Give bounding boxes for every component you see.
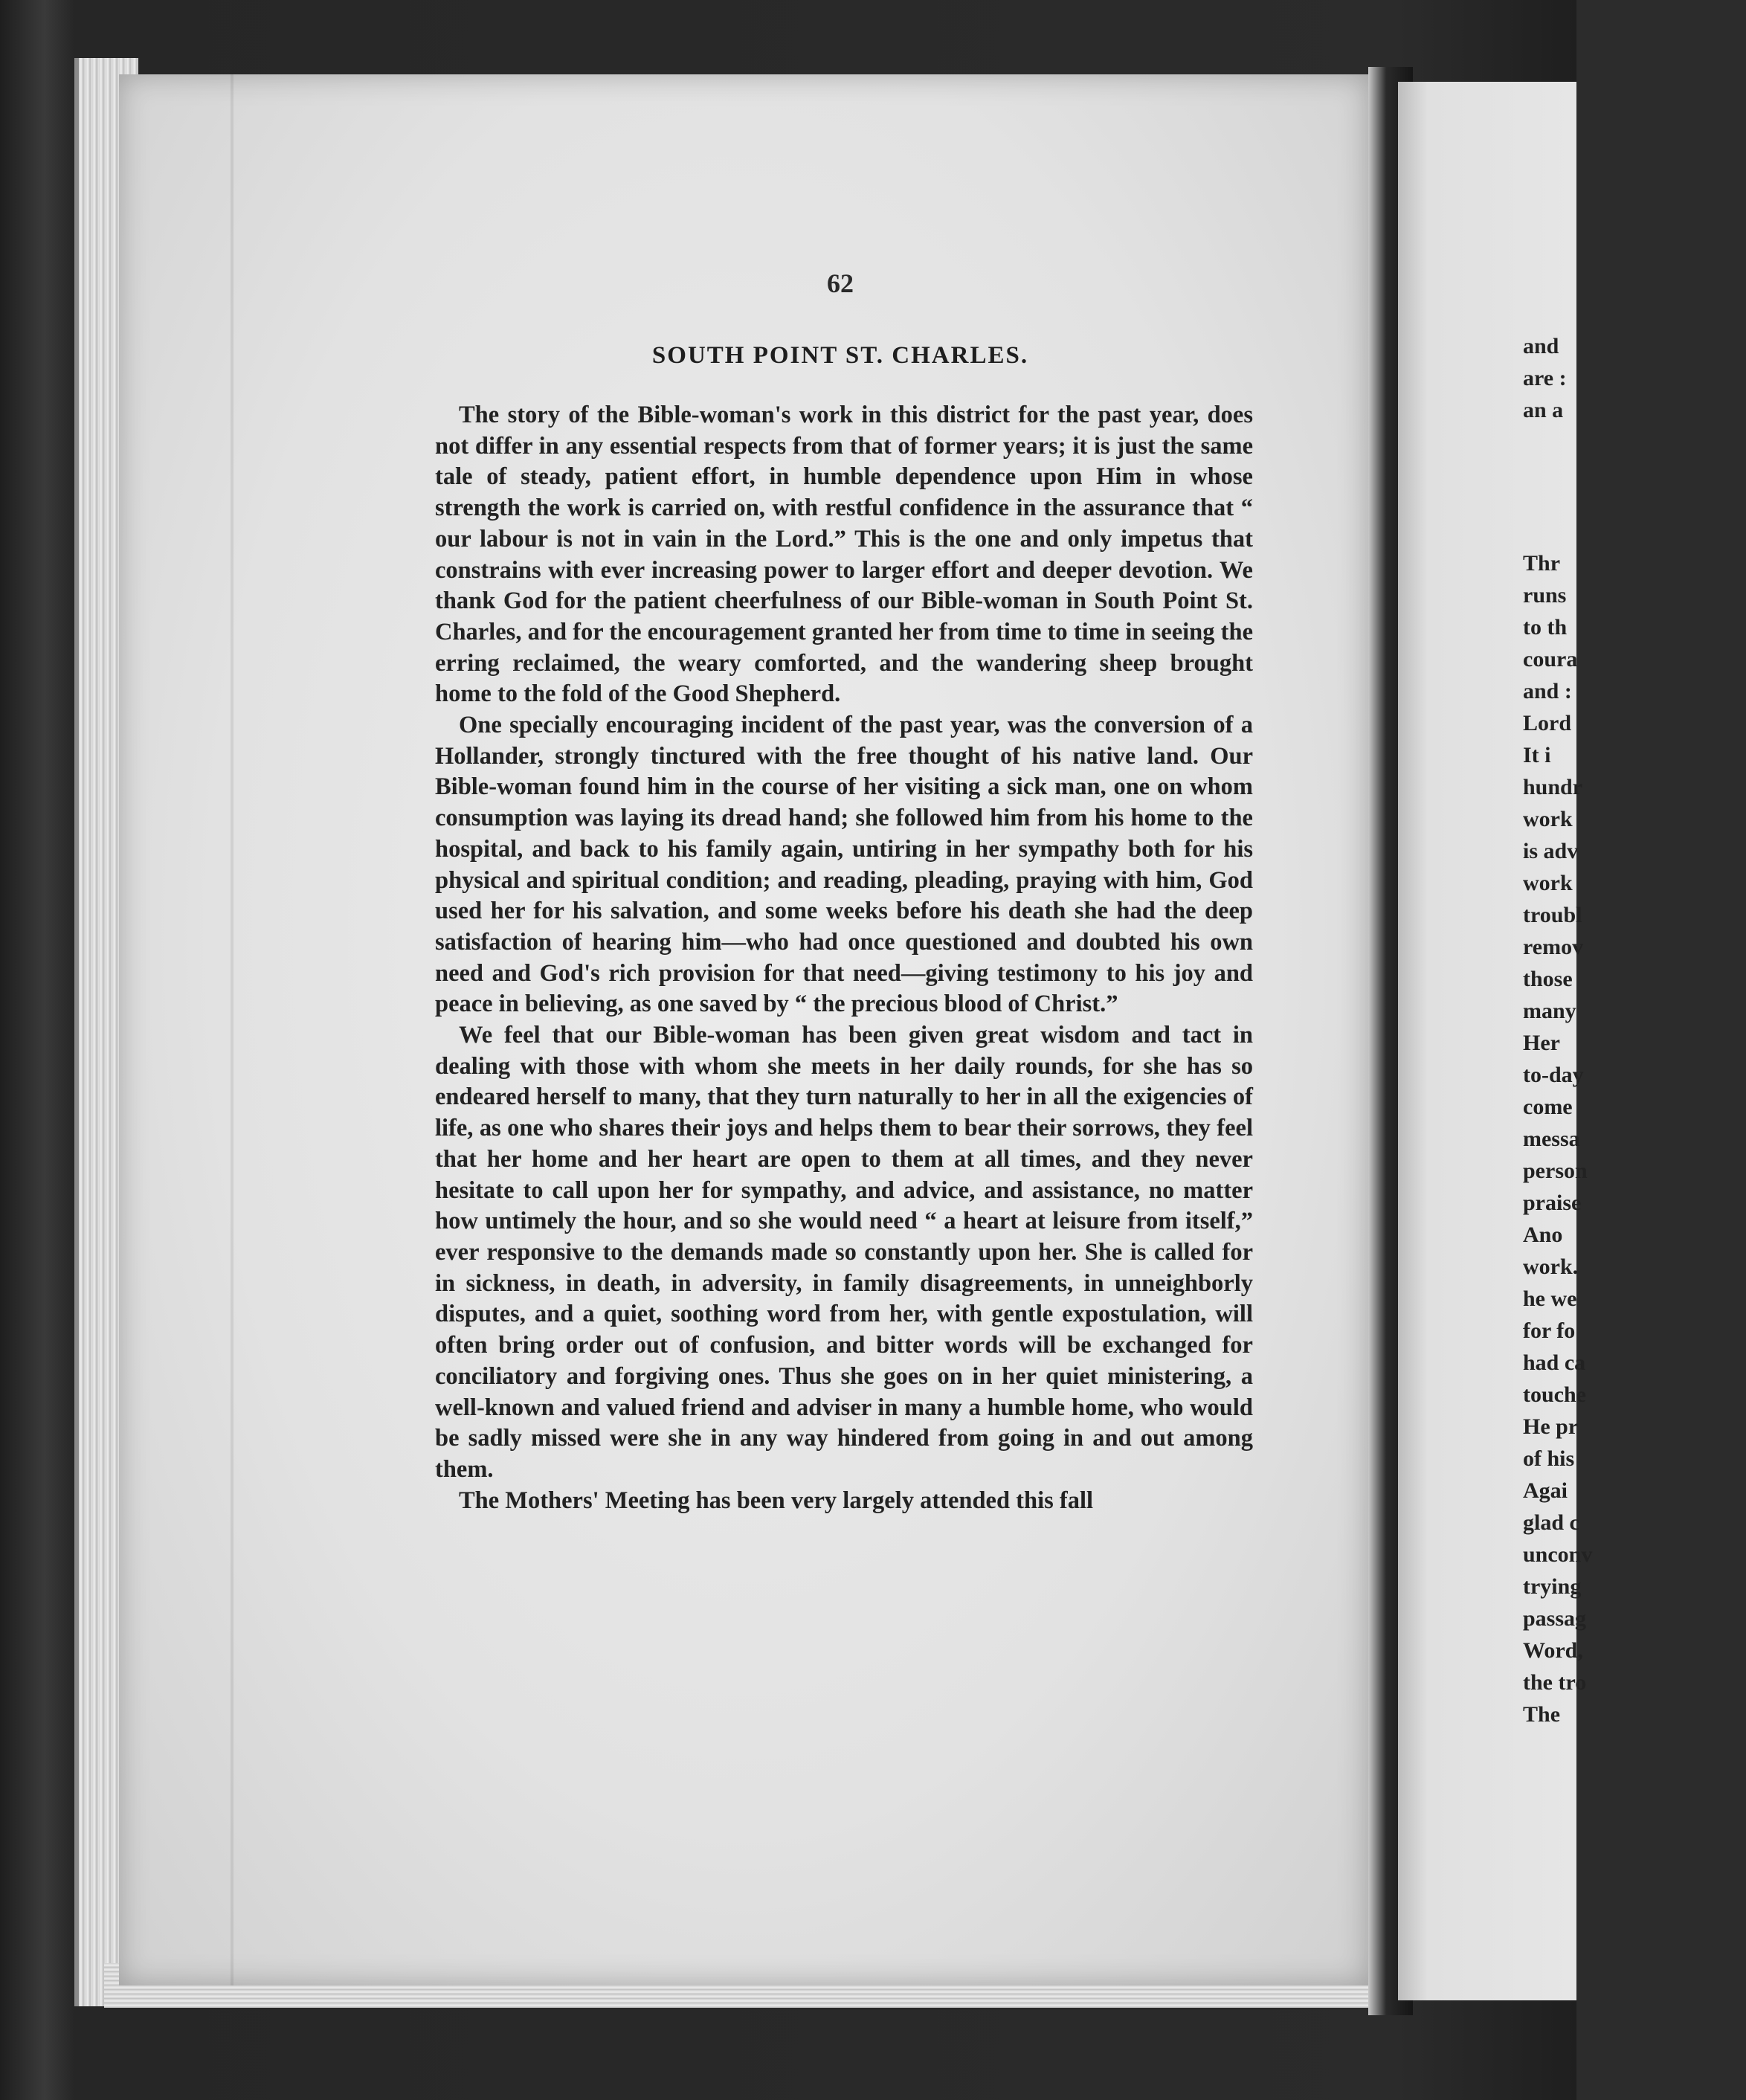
facing-page-fragment: The (1523, 1702, 1561, 1727)
facing-page-fragment: had ca (1523, 1350, 1586, 1375)
facing-page-fragment: He pr (1523, 1414, 1579, 1439)
body-text (435, 400, 1253, 1516)
section-title: SOUTH POINT ST. CHARLES. (651, 342, 1029, 369)
paragraph: One specially encouraging incident of the past year, was the conversion of a Hollander, strongly tinctured with the free thought of his native land. Our Bible-woman found him in the course of her visiting a sick man, one on whom consumption was laying its dread hand; she followed him from his home to the hospital, and back to his family again, untiring in her sympathy both for his physical and spiritual condition; and reading, pleading, praying with him, God used her for his salvation, and some weeks before his death she had the deep satisfaction of hearing him—who had once questioned and doubted his own need and God's rich provision for that need—giving testimony to his joy and peace in believing, as one saved by “ the precious blood of Christ.” (435, 712, 1253, 1018)
facing-page-fragment: Lord (1523, 711, 1572, 735)
facing-page-fragment: and : (1523, 679, 1572, 703)
facing-page-fragment: of his (1523, 1446, 1575, 1471)
page-shadow-line (231, 74, 233, 1985)
facing-page-fragment: for fo (1523, 1318, 1576, 1343)
facing-page-fragment: work (1523, 871, 1573, 895)
paragraph: The story of the Bible-woman's work in this district for the past year, does not differ in any essential respects from that of former years; it is just the same tale of steady, patient effort, in humble dependence upon Him in whose strength the work is carried on, with restful confidence in the assurance that “ our labour is not in vain in the Lord.” This is the one and only impetus that constrains with ever increasing power to larger effort and deeper devotion. We thank God for the patient cheerfulness of our Bible-woman in South Point St. Charles, and for the encouragement granted her from time to time in seeing the erring reclaimed, the weary comforted, and the wandering sheep brought home to the fold of the Good Shepherd. (435, 402, 1253, 708)
facing-page-fragment: unconv (1523, 1542, 1593, 1567)
page-number: 62 (827, 268, 854, 298)
facing-page-fragment: is adv (1523, 839, 1579, 863)
facing-page-fragment: hundr (1523, 775, 1583, 799)
facing-page-fragment: Agai (1523, 1478, 1568, 1503)
facing-page-fragment: are : (1523, 366, 1567, 390)
facing-page-fragment: troubl (1523, 903, 1582, 927)
facing-page-fragment: to th (1523, 615, 1568, 640)
facing-page-fragment: Word, (1523, 1638, 1583, 1663)
facing-page-fragment: to-day (1523, 1063, 1584, 1087)
facing-page-fragment: many (1523, 999, 1576, 1023)
facing-page-fragment: Thr (1523, 551, 1561, 576)
facing-page-fragment: those (1523, 967, 1573, 991)
facing-page-fragment: touche (1523, 1382, 1586, 1407)
facing-page-fragment: he we (1523, 1286, 1577, 1311)
facing-page-fragment: glad c (1523, 1510, 1579, 1535)
facing-page-fragment: work. (1523, 1254, 1579, 1279)
facing-page-fragment: an a (1523, 398, 1564, 422)
facing-page-fragment: passag (1523, 1606, 1587, 1631)
facing-page-fragment: trying (1523, 1574, 1582, 1599)
paragraph: We feel that our Bible-woman has been given great wisdom and tact in dealing with those with whom she meets in her daily rounds, for she has so endeared herself to many, that they turn naturally to her in all the exigencies of life, as one who shares their joys and helps them to bear their sorrows, they feel that her home and her heart are open to them at all times, and they never hesitate to call upon her for sympathy, and advice, and assistance, no matter how untimely the hour, and so she would need “ a heart at leisure from itself,” ever responsive to the demands made so constantly upon her. She is called for in sickness, in death, in adversity, in family disagreements, in unneighborly disputes, and a quiet, soothing word from her, with gentle expostulation, will often bring order out of confusion, and bitter words will be exchanged for conciliatory and forgiving ones. Thus she goes on in her quiet ministering, a well-known and valued friend and adviser in many a humble home, who would be sadly missed were she in any way hindered from going in and out among them. (435, 1022, 1253, 1483)
facing-page-fragment: runs (1523, 583, 1567, 608)
facing-page-fragment: praise (1523, 1191, 1582, 1215)
facing-page-fragment: person (1523, 1159, 1588, 1183)
facing-page-fragment: It i (1523, 743, 1551, 767)
facing-page-fragment: work (1523, 807, 1573, 831)
facing-page-fragment: Ano (1523, 1223, 1563, 1247)
facing-page-fragment: and (1523, 334, 1559, 358)
facing-page-fragment: coura (1523, 647, 1578, 671)
facing-page-fragment: messa (1523, 1127, 1580, 1151)
paragraph: The Mothers' Meeting has been very largely attended this fall (459, 1487, 1094, 1514)
facing-page-fragment: Her (1523, 1031, 1560, 1055)
facing-page-fragment: come (1523, 1095, 1573, 1119)
facing-page-fragment: remov (1523, 935, 1584, 959)
facing-page-fragment: the tro (1523, 1670, 1587, 1695)
